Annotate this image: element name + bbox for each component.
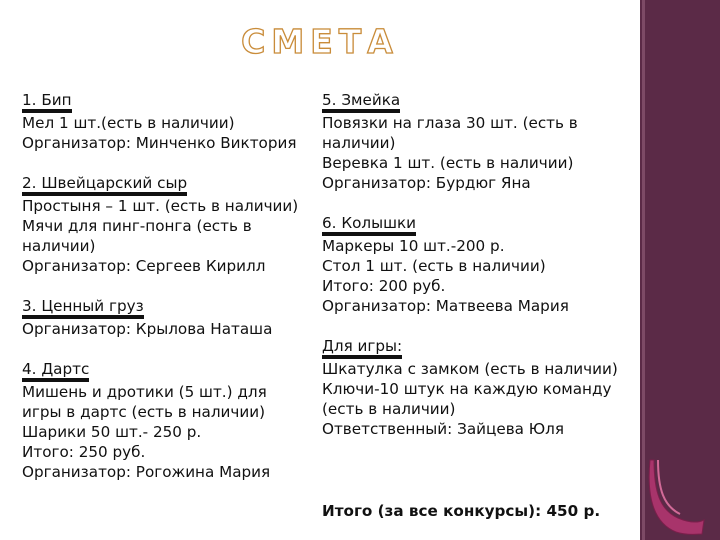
text-line: Веревка 1 шт. (есть в наличии)	[322, 154, 574, 172]
left-column	[22, 90, 312, 502]
text-line: Итого: 200 руб.	[322, 277, 446, 295]
text-line: наличии)	[322, 134, 396, 152]
contest-heading: 6. Колышки	[322, 214, 416, 236]
contest-block-game-items	[322, 336, 632, 439]
curved-arrow-icon	[648, 452, 708, 536]
text-line: Организатор: Рогожина Мария	[22, 463, 271, 481]
text-line: Организатор: Сергеев Кирилл	[22, 257, 266, 275]
contest-heading: 2. Швейцарский сыр	[22, 174, 187, 196]
text-line: наличии)	[22, 237, 96, 255]
right-column	[322, 90, 632, 459]
contest-block-valuable-cargo	[22, 296, 312, 339]
text-line: Простыня – 1 шт. (есть в наличии)	[22, 197, 299, 215]
text-line: Ответственный: Зайцева Юля	[322, 420, 565, 438]
text-line: Мел 1 шт.(есть в наличии)	[22, 114, 235, 132]
text-line: Организатор: Крылова Наташа	[22, 320, 273, 338]
contest-block-snake	[322, 90, 632, 193]
grand-total: Итого (за все конкурсы): 450 р.	[322, 502, 601, 520]
contest-heading: 5. Змейка	[322, 91, 400, 113]
text-line: Ключи-10 штук на каждую команду	[322, 380, 612, 398]
text-line: Мячи для пинг-понга (есть в	[22, 217, 252, 235]
contest-block-pegs	[322, 213, 632, 316]
contest-heading: Для игры:	[322, 337, 402, 359]
text-line: Итого: 250 руб.	[22, 443, 146, 461]
page-title: СМЕТА	[241, 22, 399, 61]
text-line: Шкатулка с замком (есть в наличии)	[322, 360, 618, 378]
contest-block-swiss-cheese	[22, 173, 312, 276]
contest-heading: 3. Ценный груз	[22, 297, 144, 319]
side-stripe-edge	[642, 0, 645, 540]
text-line: Организатор: Матвеева Мария	[322, 297, 569, 315]
text-line: Повязки на глаза 30 шт. (есть в	[322, 114, 578, 132]
text-line: Мишень и дротики (5 шт.) для	[22, 383, 267, 401]
text-line: Организатор: Бурдюг Яна	[322, 174, 531, 192]
text-line: игры в дартс (есть в наличии)	[22, 403, 266, 421]
text-line: (есть в наличии)	[322, 400, 456, 418]
text-line: Стол 1 шт. (есть в наличии)	[322, 257, 546, 275]
text-line: Маркеры 10 шт.-200 р.	[322, 237, 505, 255]
text-line: Организатор: Минченко Виктория	[22, 134, 297, 152]
text-line: Шарики 50 шт.- 250 р.	[22, 423, 202, 441]
contest-block-darts	[22, 359, 312, 482]
contest-block-bip	[22, 90, 312, 153]
contest-heading: 1. Бип	[22, 91, 72, 113]
contest-heading: 4. Дартс	[22, 360, 89, 382]
